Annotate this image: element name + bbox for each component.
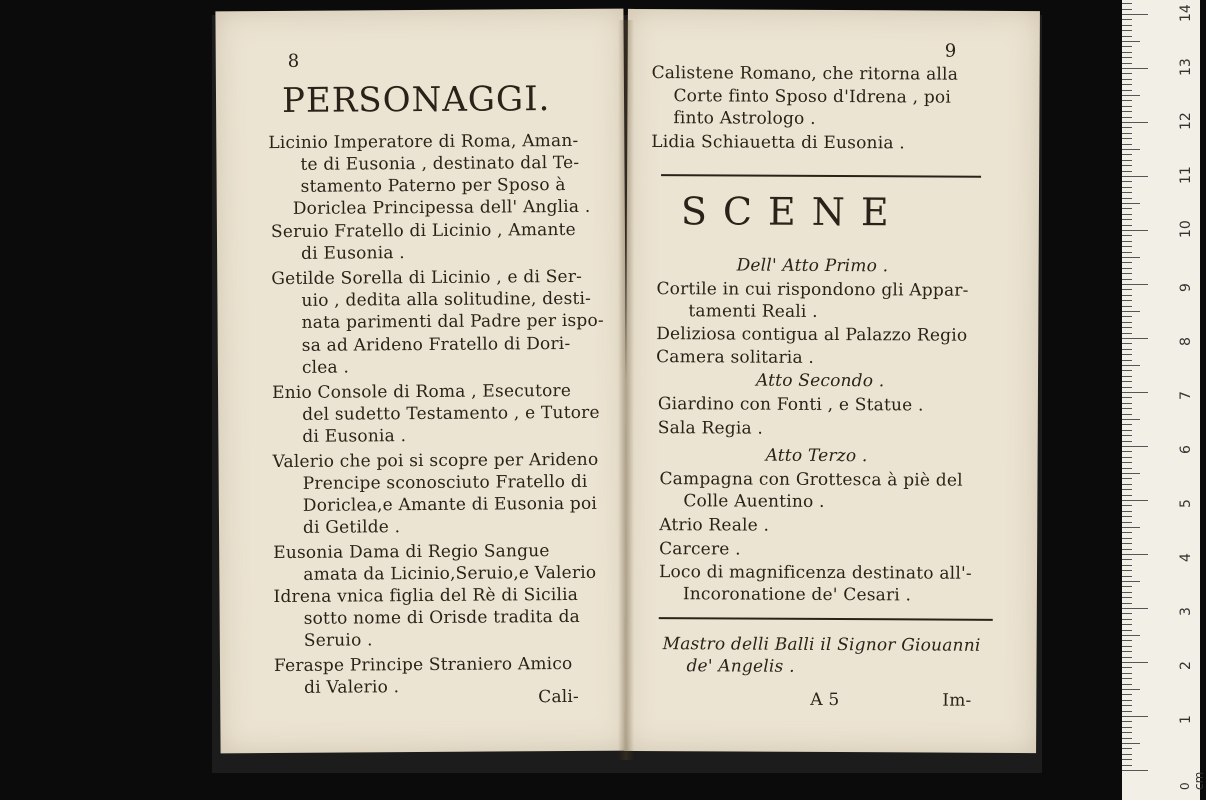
ruler-tick [1122, 268, 1132, 269]
ruler-tick [1122, 295, 1132, 296]
ruler-tick [1122, 462, 1132, 463]
ruler-tick [1122, 495, 1132, 496]
ruler-tick [1122, 311, 1140, 312]
ruler-tick [1122, 651, 1132, 652]
ruler-tick [1122, 403, 1132, 404]
ruler-tick [1122, 554, 1148, 555]
ruler-tick [1122, 133, 1132, 134]
ruler-tick [1122, 187, 1132, 188]
signature-mark: A 5 [810, 689, 840, 711]
ruler-tick [1122, 489, 1132, 490]
ruler-tick [1122, 457, 1132, 458]
act1-title: Dell' Atto Primo . [736, 255, 889, 277]
ruler-tick [1122, 392, 1148, 393]
ruler-tick [1122, 316, 1132, 317]
personaggi-heading: PERSONAGGI. [281, 79, 551, 121]
ruler-tick [1122, 111, 1132, 112]
ruler-tick [1122, 570, 1132, 571]
scene-line: Colle Auentino . [683, 491, 825, 512]
ruler-number: 6 [1178, 445, 1194, 454]
scene-line: Carcere . [659, 539, 741, 560]
ruler-unit-label: 0 cm [1178, 771, 1206, 790]
ruler-tick [1122, 68, 1148, 69]
divider-bottom [659, 617, 993, 621]
ruler-tick [1122, 559, 1132, 560]
ruler-tick [1122, 279, 1132, 280]
ruler-tick [1122, 322, 1132, 323]
ruler-tick [1122, 73, 1132, 74]
cast-entry-line: Eusonia Dama di Regio Sangue [273, 541, 550, 564]
ruler-tick [1122, 684, 1132, 685]
cast-entry-line: di Eusonia . [302, 426, 407, 447]
ruler-tick [1122, 700, 1132, 701]
ruler-tick [1122, 705, 1132, 706]
ruler-tick [1122, 500, 1148, 501]
ruler-tick [1122, 203, 1140, 204]
ruler-tick [1122, 57, 1132, 58]
ruler-tick [1122, 365, 1140, 366]
divider-top [661, 174, 981, 178]
ruler-tick [1122, 640, 1132, 641]
scene-line: Sala Regia . [657, 418, 764, 439]
ruler-tick [1122, 79, 1132, 80]
ruler-tick [1122, 603, 1132, 604]
ruler-tick [1122, 192, 1132, 193]
ruler-tick [1122, 122, 1148, 123]
ruler-tick [1122, 30, 1132, 31]
ruler-tick [1122, 754, 1132, 755]
ruler-tick [1122, 538, 1132, 539]
cast-entry-line: Idrena vnica figlia del Rè di Sicilia [273, 584, 579, 608]
ruler-tick [1122, 662, 1148, 663]
ruler-tick [1122, 171, 1132, 172]
cast-entry-line: Licinio Imperatore di Roma, Aman- [268, 130, 579, 154]
cast-entry-line: di Getilde . [302, 517, 401, 538]
ruler-tick [1122, 424, 1132, 425]
ruler-tick [1122, 181, 1132, 182]
scene-line: Deliziosa contigua al Palazzo Regio [656, 324, 968, 346]
ruler-tick [1122, 381, 1132, 382]
ruler-tick [1122, 468, 1132, 469]
ruler-number: 10 [1178, 220, 1194, 238]
scene-line: Atrio Reale . [659, 515, 770, 536]
ruler-tick [1122, 138, 1132, 139]
ruler-tick [1122, 543, 1132, 544]
ruler-tick [1122, 273, 1132, 274]
ruler-tick [1122, 300, 1132, 301]
ruler-tick [1122, 241, 1132, 242]
ruler-tick [1122, 3, 1132, 4]
ruler-tick [1122, 354, 1132, 355]
ruler-tick [1122, 376, 1132, 377]
cast-entry-line: sa ad Arideno Fratello di Dori- [301, 333, 571, 356]
ruler-tick [1122, 694, 1132, 695]
cast-entry-line: stamento Paterno per Sposo à [300, 174, 566, 197]
ruler-tick [1122, 597, 1132, 598]
cast-entry-line: Calistene Romano, che ritorna alla [651, 63, 959, 85]
ruler-tick [1122, 419, 1140, 420]
ballet-line: Mastro delli Balli il Signor Giouanni [662, 634, 981, 656]
ruler-tick [1122, 63, 1132, 64]
ruler-tick [1122, 252, 1132, 253]
cast-list-continued [628, 9, 1040, 154]
cast-entry-line: Valerio che poi si scopre per Arideno [272, 449, 599, 473]
act3-title: Atto Terzo . [765, 445, 868, 467]
ruler-tick [1122, 100, 1132, 101]
scene-line: Giardino con Fonti , e Statue . [657, 394, 924, 416]
ruler-tick [1122, 581, 1140, 582]
ruler-tick [1122, 430, 1132, 431]
right-page [624, 9, 1040, 753]
book-gutter [618, 20, 634, 760]
ruler-tick [1122, 349, 1132, 350]
ruler-tick [1122, 9, 1132, 10]
cast-entry-line: nata parimenti dal Padre per ispo- [301, 310, 604, 333]
cast-entry-line: del sudetto Testamento , e Tutore [302, 402, 600, 425]
ruler-tick [1122, 387, 1132, 388]
ruler-tick [1122, 630, 1132, 631]
ruler-tick [1122, 52, 1132, 53]
ruler-tick [1122, 516, 1132, 517]
ruler-tick [1122, 759, 1132, 760]
ruler-tick [1122, 397, 1132, 398]
ruler-tick [1122, 673, 1132, 674]
ruler-tick [1122, 338, 1148, 339]
ruler-tick [1122, 19, 1132, 20]
ruler-tick [1122, 473, 1140, 474]
ruler-number: 8 [1178, 337, 1194, 346]
ruler-tick [1122, 743, 1140, 744]
ruler-tick [1122, 527, 1140, 528]
measuring-ruler [1122, 0, 1206, 800]
ruler-tick [1122, 84, 1132, 85]
catchword-right: Im- [942, 690, 972, 711]
ruler-tick [1122, 511, 1132, 512]
ruler-tick [1122, 435, 1132, 436]
ruler-tick [1122, 289, 1132, 290]
ruler-tick [1122, 214, 1132, 215]
ruler-tick [1122, 608, 1148, 609]
ruler-tick [1122, 565, 1132, 566]
ruler-tick [1122, 14, 1148, 15]
ruler-tick [1122, 176, 1148, 177]
ruler-tick [1122, 613, 1132, 614]
ruler-tick [1122, 284, 1148, 285]
ruler-tick [1122, 370, 1132, 371]
ruler-tick [1122, 208, 1132, 209]
cast-entry-line: Getilde Sorella di Licinio , e di Ser- [271, 266, 583, 290]
ruler-tick [1122, 586, 1132, 587]
ruler-number: 12 [1178, 112, 1194, 130]
ruler-tick [1122, 165, 1132, 166]
ruler-tick [1122, 727, 1132, 728]
ruler-tick [1122, 306, 1132, 307]
ruler-number: 4 [1178, 553, 1194, 562]
cast-entry-line: di Eusonia . [301, 243, 405, 264]
ruler-number: 1 [1178, 715, 1194, 724]
ruler-tick [1122, 505, 1132, 506]
ruler-tick [1122, 408, 1132, 409]
cast-entry-line: di Valerio . [304, 677, 400, 698]
ruler-number: 9 [1178, 283, 1194, 292]
cast-entry-line: Prencipe sconosciuto Fratello di [302, 471, 588, 494]
ruler-tick [1122, 230, 1148, 231]
ruler-tick [1122, 25, 1132, 26]
ruler-tick [1122, 41, 1140, 42]
ruler-number: 13 [1178, 58, 1194, 76]
cast-entry-line: Corte finto Sposo d'Idrena , poi [673, 86, 952, 108]
ruler-tick [1122, 770, 1148, 771]
ruler-tick [1122, 748, 1132, 749]
cast-entry-line: finto Astrologo . [673, 108, 816, 129]
ruler-tick [1122, 149, 1140, 150]
ruler-tick [1122, 36, 1132, 37]
ruler-tick [1122, 327, 1132, 328]
ruler-tick [1122, 333, 1132, 334]
ruler-tick [1122, 127, 1132, 128]
scene-line: Loco di magnificenza destinato all'- [658, 562, 972, 584]
cast-entry-line: sotto nome di Orisde tradita da [303, 606, 581, 629]
ruler-tick [1122, 235, 1132, 236]
scene-heading: SCENE [680, 189, 905, 235]
ruler-tick [1122, 549, 1132, 550]
ruler-tick [1122, 106, 1132, 107]
ruler-tick [1122, 576, 1132, 577]
ruler-tick [1122, 414, 1132, 415]
scene-line: Camera solitaria . [656, 347, 815, 368]
left-page [215, 9, 628, 754]
ruler-tick [1122, 522, 1132, 523]
ruler-number: 3 [1178, 607, 1194, 616]
cast-entry-line: te di Eusonia , destinato dal Te- [300, 152, 580, 175]
ruler-number: 2 [1178, 661, 1194, 670]
ruler-number: 11 [1178, 166, 1194, 184]
ruler-tick [1122, 478, 1132, 479]
ruler-tick [1122, 624, 1132, 625]
ruler-tick [1122, 154, 1132, 155]
ruler-tick [1122, 144, 1132, 145]
cast-entry-line: Doriclea Principessa dell' Anglia . [292, 196, 591, 219]
ruler-tick [1122, 716, 1148, 717]
ruler-tick [1122, 657, 1132, 658]
ruler-tick [1122, 484, 1132, 485]
ruler-tick [1122, 689, 1140, 690]
ruler-tick [1122, 765, 1132, 766]
ruler-tick [1122, 160, 1132, 161]
scene-line: Incoronatione de' Cesari . [682, 584, 912, 606]
ruler-tick [1122, 198, 1132, 199]
ruler-tick [1122, 257, 1140, 258]
ruler-tick [1122, 446, 1148, 447]
cast-entry-line: Lidia Schiauetta di Eusonia . [651, 132, 905, 154]
ruler-tick [1122, 360, 1132, 361]
ruler-number: 14 [1178, 4, 1194, 22]
ruler-tick [1122, 732, 1132, 733]
ruler-tick [1122, 532, 1132, 533]
ruler-tick [1122, 619, 1132, 620]
ruler-tick [1122, 678, 1132, 679]
act2-title: Atto Secondo . [755, 370, 885, 392]
scene-line: Campagna con Grottesca à piè del [659, 469, 963, 491]
scene-line: Cortile in cui rispondono gli Appar- [656, 279, 969, 301]
ruler-tick [1122, 441, 1132, 442]
ruler-tick [1122, 738, 1132, 739]
cast-entry-line: Enio Console di Roma , Esecutore [272, 380, 572, 404]
cast-entry-line: Seruio . [303, 630, 373, 651]
page-number-left: 8 [287, 50, 300, 72]
cast-entry-line: Seruio Fratello di Licinio , Amante [270, 219, 576, 243]
ruler-tick [1122, 246, 1132, 247]
ruler-tick [1122, 46, 1132, 47]
ruler-tick [1122, 711, 1132, 712]
cast-entry-line: clea . [301, 357, 350, 378]
ruler-tick [1122, 451, 1132, 452]
ruler-tick [1122, 117, 1132, 118]
ruler-tick [1122, 262, 1132, 263]
ruler-tick [1122, 635, 1140, 636]
cast-entry-line: uio , dedita alla solitudine, desti- [301, 288, 592, 311]
ruler-number: 7 [1178, 391, 1194, 400]
scene-line: tamenti Reali . [688, 301, 818, 322]
ruler-tick [1122, 667, 1132, 668]
ruler-tick [1122, 225, 1132, 226]
ruler-tick [1122, 95, 1140, 96]
cast-entry-line: amata da Licinio,Seruio,e Valerio [303, 562, 597, 585]
catchword-left: Cali- [538, 686, 580, 708]
ruler-tick [1122, 90, 1132, 91]
cast-entry-line: Ferasре Principe Straniero Amico [273, 653, 573, 677]
ruler-tick [1122, 721, 1132, 722]
ruler-tick [1122, 219, 1132, 220]
cast-entry-line: Doriclea,e Amante di Eusonia poi [302, 493, 598, 516]
ballet-line: de' Angelis . [686, 656, 795, 677]
page-number-right: 9 [944, 40, 957, 62]
ruler-number: 5 [1178, 499, 1194, 508]
ruler-tick [1122, 343, 1132, 344]
ruler-tick [1122, 646, 1132, 647]
ruler-tick [1122, 592, 1132, 593]
